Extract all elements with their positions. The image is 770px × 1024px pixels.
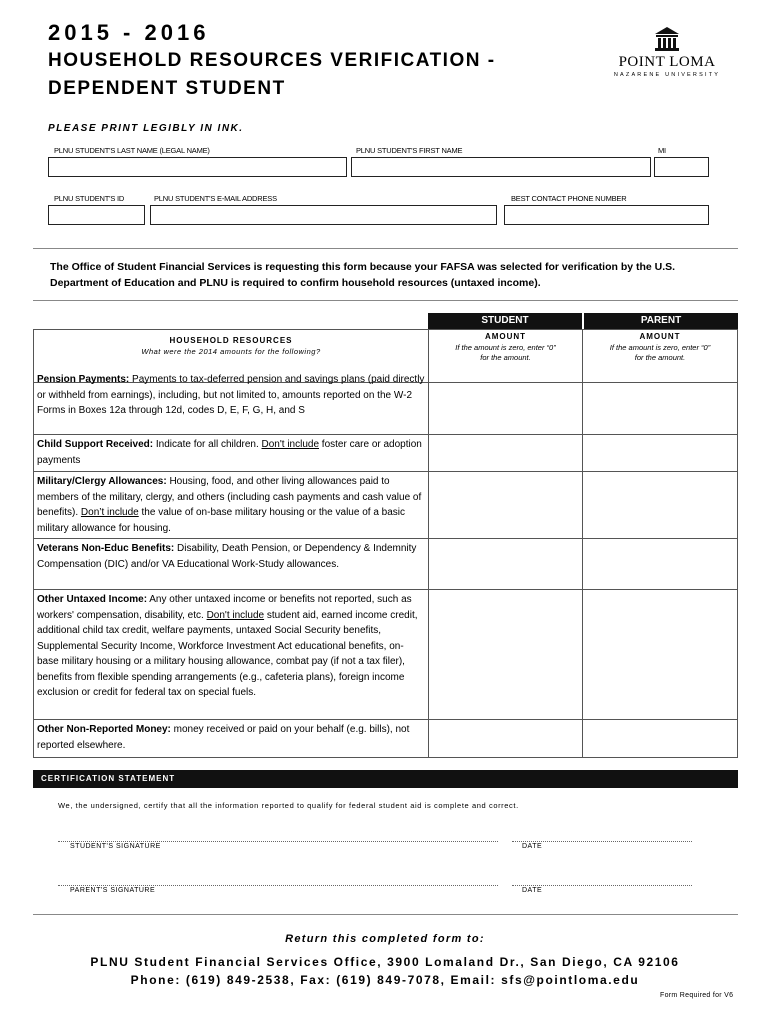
amount-note: If the amount is zero, enter “0” for the amount. (609, 343, 711, 362)
student-date-label: DATE (522, 843, 543, 850)
row-description: Veterans Non-Educ Benefits: Disability, Death Pension, or Dependency & Indemnity Compensation (DIC) and/or VA Educational Work-Study allowances. (34, 539, 429, 589)
phone-label: BEST CONTACT PHONE NUMBER (511, 194, 627, 203)
student-amount-field[interactable] (429, 370, 583, 434)
parent-signature-line[interactable] (58, 885, 498, 886)
student-signature-line[interactable] (58, 841, 498, 842)
table-row (33, 435, 738, 472)
last-name-field[interactable] (48, 157, 347, 177)
office-contact: Phone: (619) 849-2538, Fax: (619) 849-7078, Email: sfs@pointloma.edu (130, 973, 640, 987)
student-amount-field[interactable] (429, 720, 583, 757)
logo-name: POINT LOMA (618, 54, 716, 70)
student-amount-field[interactable] (429, 590, 583, 719)
first-name-field[interactable] (351, 157, 651, 177)
parent-signature-label: PARENT'S SIGNATURE (70, 887, 156, 894)
first-name-label: PLNU STUDENT'S FIRST NAME (356, 146, 463, 155)
email-label: PLNU STUDENT'S E-MAIL ADDRESS (154, 194, 277, 203)
amount-note: If the amount is zero, enter “0” for the amount. (455, 343, 556, 362)
parent-amount-field[interactable] (583, 370, 737, 434)
student-date-line[interactable] (512, 841, 692, 842)
certification-statement: We, the undersigned, certify that all the information reported to qualify for federal student aid is complete and correct. (58, 801, 519, 810)
row-description: Child Support Received: Indicate for all children. Don't include foster care or adoption payments (34, 435, 429, 471)
office-address: PLNU Student Financial Services Office, 3900 Lomaland Dr., San Diego, CA 92106 (90, 955, 680, 969)
resources-title: HOUSEHOLD RESOURCES (169, 336, 293, 345)
divider (33, 914, 738, 915)
student-column-header: STUDENT (428, 313, 582, 329)
form-year: 2015 - 2016 (48, 20, 210, 45)
parent-amount-field[interactable] (583, 590, 737, 719)
divider (33, 248, 738, 249)
amount-label: AMOUNT (484, 332, 527, 341)
certification-header: CERTIFICATION STATEMENT (33, 770, 738, 788)
table-row (33, 590, 738, 720)
row-description: Pension Payments: Payments to tax-deferred pension and savings plans (paid directly or withheld from earnings), including, but not limited to, amounts reported on the W-2 Forms in Boxes 12a through 12d, codes D, E, F, G, H, and S (34, 370, 429, 434)
parent-amount-field[interactable] (583, 472, 737, 538)
student-id-label: PLNU STUDENT'S ID (54, 194, 125, 203)
logo-subtitle: NAZARENE UNIVERSITY (613, 72, 721, 78)
last-name-label: PLNU STUDENT'S LAST NAME (LEGAL NAME) (54, 146, 210, 155)
student-id-field[interactable] (48, 205, 145, 225)
row-description: Military/Clergy Allowances: Housing, food, and other living allowances paid to members of the military, clergy, and others (including cash payments and cash value of benefits). Don’t include the value of on-base military housing or the value of a basic military allowance for housing. (34, 472, 429, 538)
table-row (33, 472, 738, 539)
university-logo (612, 26, 722, 78)
row-description: Other Non-Reported Money: money received or paid on your behalf (e.g. bills), not reported elsewhere. (34, 720, 429, 757)
student-amount-field[interactable] (429, 435, 583, 471)
student-amount-field[interactable] (429, 539, 583, 589)
student-signature-label: STUDENT'S SIGNATURE (70, 843, 161, 850)
table-row (33, 370, 738, 435)
row-description: Other Untaxed Income: Any other untaxed income or benefits not reported, such as workers' compensation, disability, etc. Don't include student aid, earned income credit, additional child tax credit, welfare payments, untaxed Social Security benefits, Supplemental Security Income, Workforce Investment Act educational benefits, on-base military housing or a military housing allowance, combat pay (if not a tax filer), benefits from flexible spending arrangements (e.g., cafeteria plans), foreign income exclusion or credit for federal tax on special fuels. (34, 590, 429, 719)
amount-label: AMOUNT (639, 332, 681, 341)
form-title-line1: HOUSEHOLD RESOURCES VERIFICATION - (48, 50, 496, 71)
student-amount-field[interactable] (429, 472, 583, 538)
email-field[interactable] (150, 205, 497, 225)
intro-paragraph: The Office of Student Financial Services is requesting this form because your FAFSA was selected for verification by the U.S. Department of Education and PLNU is required to confirm household resources (untaxed income). (50, 261, 676, 289)
parent-amount-field[interactable] (583, 435, 737, 471)
parent-date-line[interactable] (512, 885, 692, 886)
mi-label: MI (658, 146, 666, 155)
resources-subtitle: What were the 2014 amounts for the following? (141, 347, 321, 356)
table-row (33, 720, 738, 758)
parent-amount-field[interactable] (583, 720, 737, 757)
parent-date-label: DATE (522, 887, 543, 894)
phone-field[interactable] (504, 205, 709, 225)
parent-column-header: PARENT (584, 313, 738, 329)
table-row (33, 539, 738, 590)
form-required-note: Form Required for V6 (660, 992, 734, 999)
parent-amount-field[interactable] (583, 539, 737, 589)
divider (33, 300, 738, 301)
form-title-line2: DEPENDENT STUDENT (48, 78, 286, 99)
return-instruction: Return this completed form to: (285, 933, 485, 945)
print-instructions: PLEASE PRINT LEGIBLY IN INK. (48, 123, 244, 134)
mi-field[interactable] (654, 157, 709, 177)
building-icon (653, 26, 681, 52)
